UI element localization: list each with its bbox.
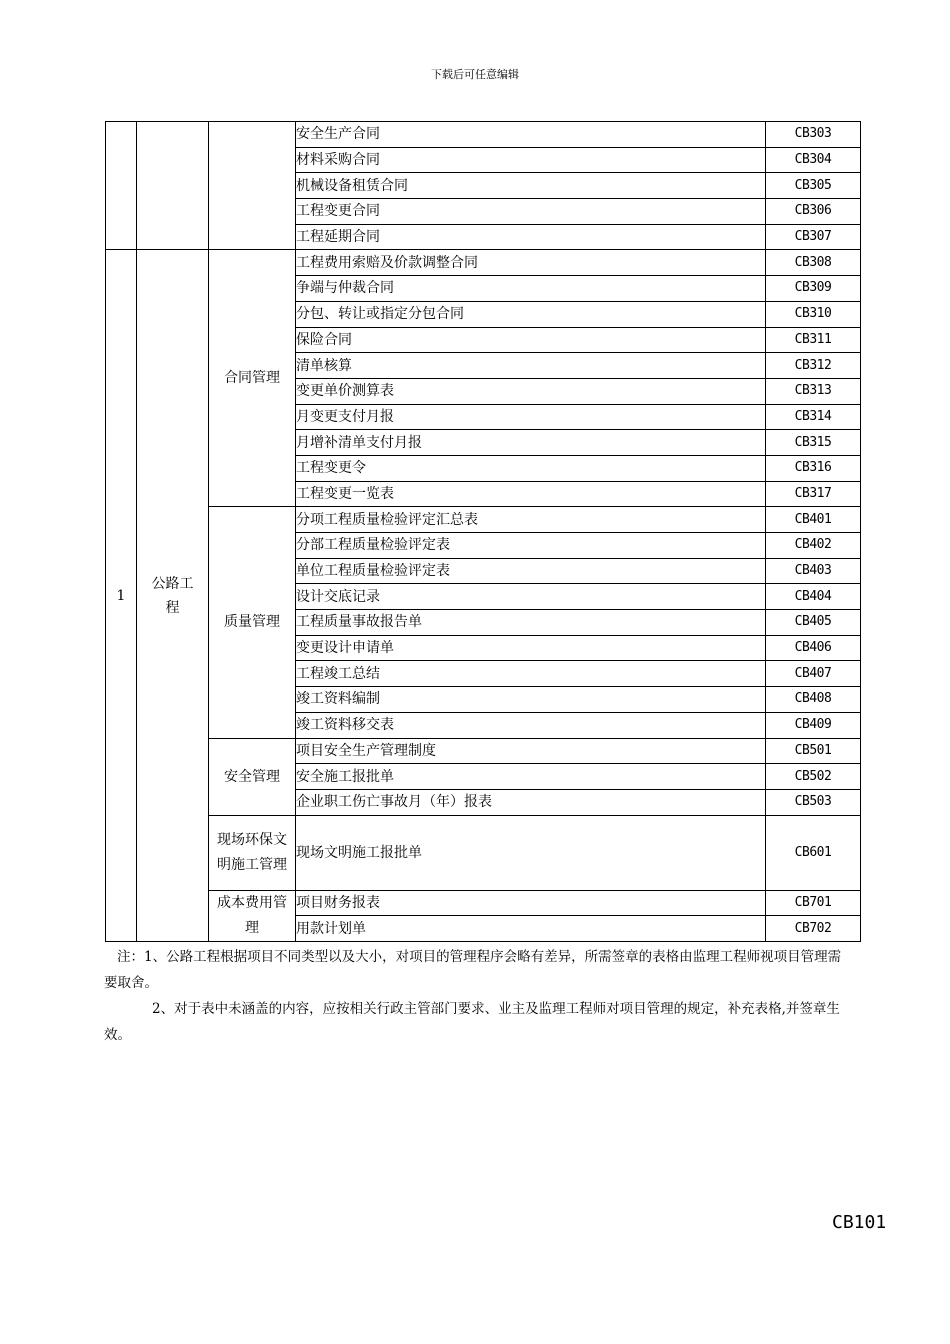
form-name: 用款计划单 bbox=[296, 916, 766, 942]
table-row bbox=[106, 815, 861, 890]
form-name: 竣工资料移交表 bbox=[296, 712, 766, 738]
form-code: CB406 bbox=[766, 635, 861, 661]
form-code: CB501 bbox=[766, 738, 861, 764]
form-code: CB305 bbox=[766, 173, 861, 199]
form-code: CB401 bbox=[766, 507, 861, 533]
form-index-table bbox=[105, 121, 861, 942]
footer-form-code: CB101 bbox=[832, 1212, 887, 1233]
form-code: CB701 bbox=[766, 890, 861, 916]
form-name: 保险合同 bbox=[296, 327, 766, 353]
form-code: CB303 bbox=[766, 122, 861, 148]
form-name: 现场文明施工报批单 bbox=[296, 815, 766, 890]
form-name: 安全施工报批单 bbox=[296, 764, 766, 790]
form-code: CB313 bbox=[766, 378, 861, 404]
form-code: CB310 bbox=[766, 301, 861, 327]
item-number: 1 bbox=[106, 250, 137, 942]
form-name: 竣工资料编制 bbox=[296, 687, 766, 713]
form-name: 工程质量事故报告单 bbox=[296, 610, 766, 636]
page-header: 下载后可任意编辑 bbox=[431, 68, 519, 81]
form-name: 月增补清单支付月报 bbox=[296, 430, 766, 456]
form-name: 设计交底记录 bbox=[296, 584, 766, 610]
number-cell-empty bbox=[106, 122, 137, 250]
form-name: 机械设备租赁合同 bbox=[296, 173, 766, 199]
form-code: CB601 bbox=[766, 815, 861, 890]
table-row bbox=[106, 507, 861, 533]
group-label: 成本费用管理 bbox=[209, 890, 296, 941]
form-name: 单位工程质量检验评定表 bbox=[296, 558, 766, 584]
form-code: CB402 bbox=[766, 533, 861, 559]
note-1: 注：1、公路工程根据项目不同类型以及大小，对项目的管理程序会略有差异，所需签章的表格由监理工程师视项目管理需要取舍。 bbox=[104, 949, 842, 991]
note-2: 2、对于表中未涵盖的内容，应按相关行政主管部门要求、业主及监理工程师对项目管理的规定，补充表格,并签章生效。 bbox=[104, 1001, 840, 1043]
form-code: CB307 bbox=[766, 224, 861, 250]
form-code: CB304 bbox=[766, 147, 861, 173]
notes bbox=[104, 944, 844, 1048]
form-code: CB308 bbox=[766, 250, 861, 276]
category-label: 公路工程 bbox=[137, 250, 209, 942]
form-name: 月变更支付月报 bbox=[296, 404, 766, 430]
group-cell-empty bbox=[209, 122, 296, 250]
form-name: 企业职工伤亡事故月（年）报表 bbox=[296, 789, 766, 815]
form-code: CB306 bbox=[766, 199, 861, 225]
form-name: 变更设计申请单 bbox=[296, 635, 766, 661]
form-code: CB317 bbox=[766, 481, 861, 507]
form-name: 清单核算 bbox=[296, 353, 766, 379]
table-row bbox=[106, 250, 861, 276]
form-code: CB403 bbox=[766, 558, 861, 584]
form-code: CB315 bbox=[766, 430, 861, 456]
group-label: 现场环保文明施工管理 bbox=[209, 815, 296, 890]
form-name: 分项工程质量检验评定汇总表 bbox=[296, 507, 766, 533]
form-code: CB408 bbox=[766, 687, 861, 713]
table-row bbox=[106, 738, 861, 764]
form-code: CB316 bbox=[766, 455, 861, 481]
form-code: CB503 bbox=[766, 789, 861, 815]
category-cell-empty bbox=[137, 122, 209, 250]
form-code: CB311 bbox=[766, 327, 861, 353]
form-name: 项目财务报表 bbox=[296, 890, 766, 916]
form-name: 分包、转让或指定分包合同 bbox=[296, 301, 766, 327]
form-name: 工程费用索赔及价款调整合同 bbox=[296, 250, 766, 276]
form-name: 工程竣工总结 bbox=[296, 661, 766, 687]
table-row bbox=[106, 122, 861, 148]
form-code: CB312 bbox=[766, 353, 861, 379]
group-label: 安全管理 bbox=[209, 738, 296, 815]
form-name: 工程变更令 bbox=[296, 455, 766, 481]
form-name: 工程延期合同 bbox=[296, 224, 766, 250]
form-name: 工程变更一览表 bbox=[296, 481, 766, 507]
group-label: 质量管理 bbox=[209, 507, 296, 738]
form-name: 项目安全生产管理制度 bbox=[296, 738, 766, 764]
form-code: CB702 bbox=[766, 916, 861, 942]
group-label: 合同管理 bbox=[209, 250, 296, 507]
form-code: CB405 bbox=[766, 610, 861, 636]
form-name: 变更单价测算表 bbox=[296, 378, 766, 404]
table-row bbox=[106, 890, 861, 916]
form-code: CB314 bbox=[766, 404, 861, 430]
form-code: CB502 bbox=[766, 764, 861, 790]
form-code: CB407 bbox=[766, 661, 861, 687]
form-code: CB404 bbox=[766, 584, 861, 610]
form-name: 工程变更合同 bbox=[296, 199, 766, 225]
form-name: 争端与仲裁合同 bbox=[296, 276, 766, 302]
form-code: CB409 bbox=[766, 712, 861, 738]
form-name: 安全生产合同 bbox=[296, 122, 766, 148]
form-name: 分部工程质量检验评定表 bbox=[296, 533, 766, 559]
form-name: 材料采购合同 bbox=[296, 147, 766, 173]
form-code: CB309 bbox=[766, 276, 861, 302]
